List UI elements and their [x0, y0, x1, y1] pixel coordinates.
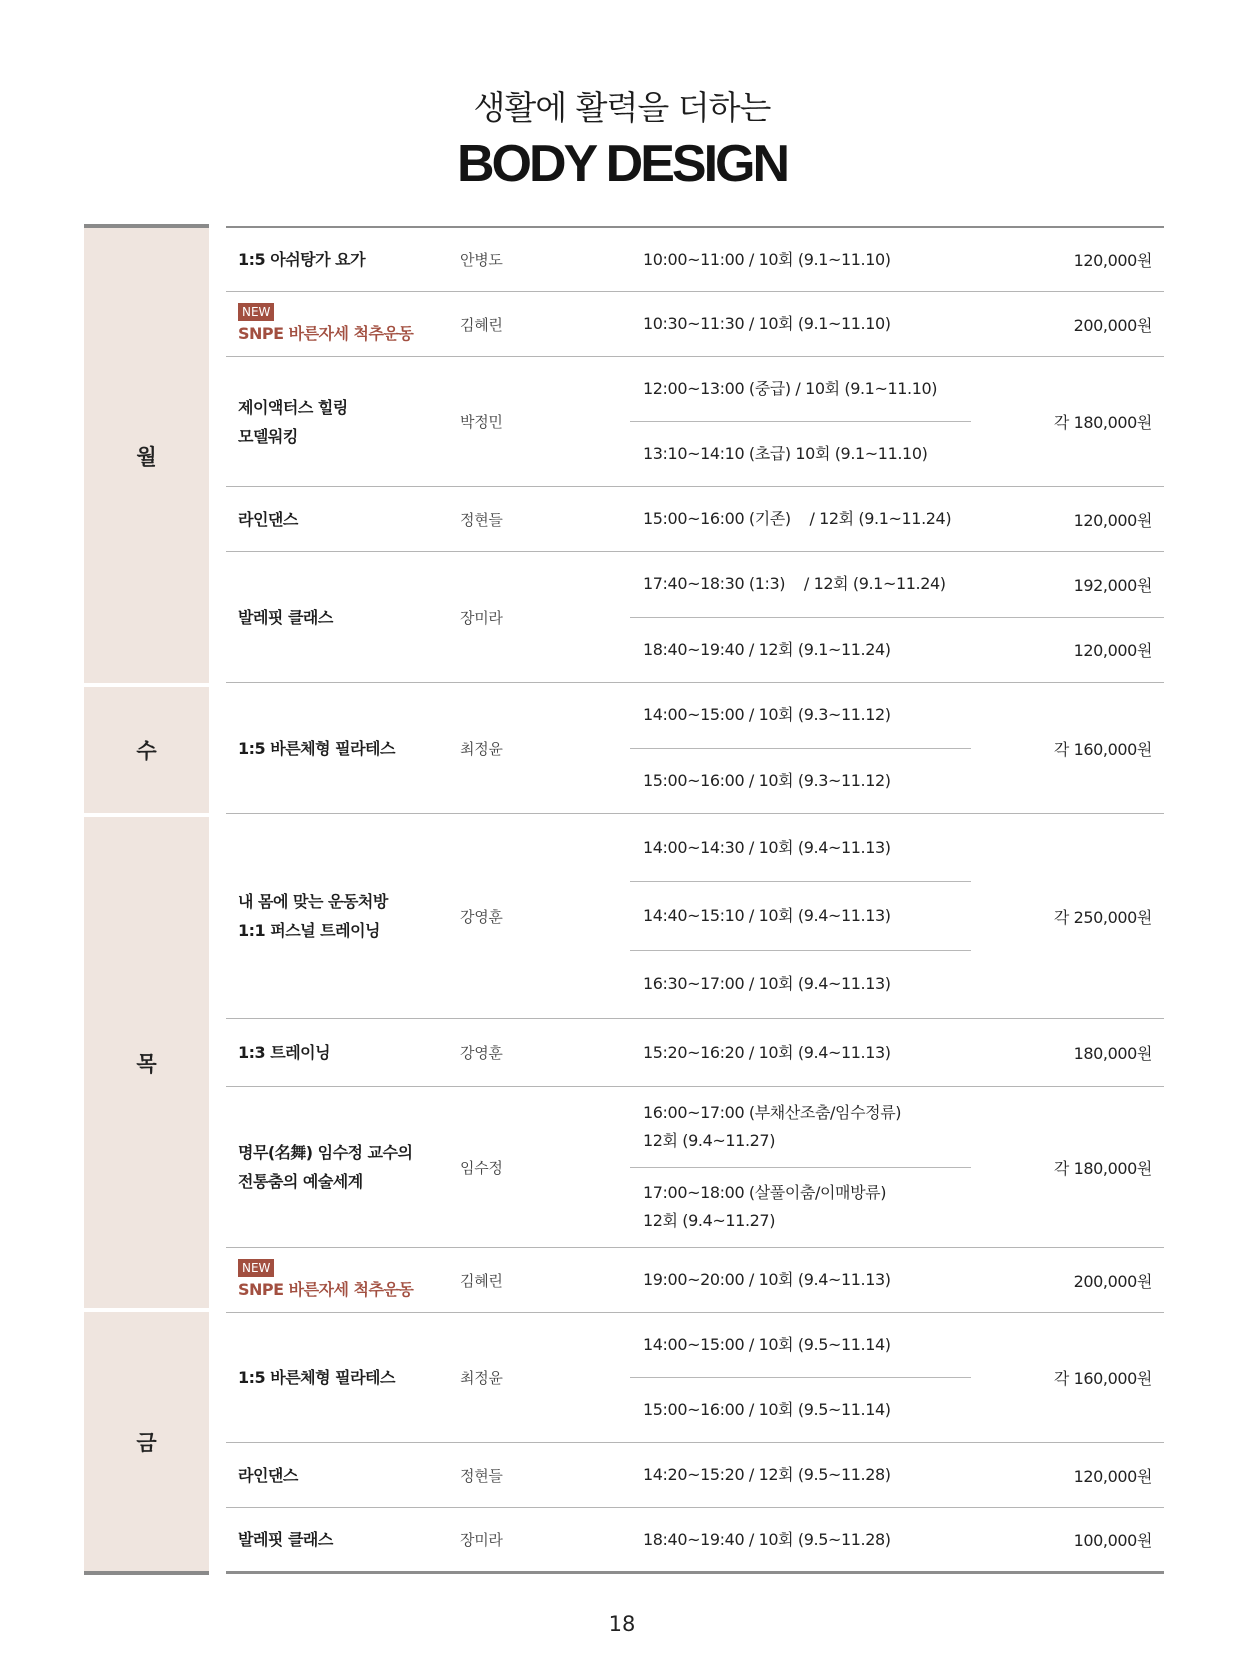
price: 각 180,000원	[1053, 1158, 1152, 1178]
class-name-line: 제이액터스 힐링	[238, 397, 348, 417]
instructor-name: 정현들	[460, 1466, 503, 1485]
instructor-name: 박정민	[460, 413, 503, 431]
table-row	[226, 1443, 1164, 1508]
time-slots	[630, 487, 971, 551]
price: 각 160,000원	[1053, 1369, 1152, 1388]
time-slots	[630, 357, 971, 486]
price: 120,000원	[1073, 510, 1152, 530]
time-slot: 18:40~19:40 / 12회 (9.1~11.24)	[643, 639, 891, 659]
day-friday-label: 금	[136, 1430, 157, 1455]
time-slot: 15:00~16:00 / 10회 (9.5~11.14)	[643, 1400, 891, 1419]
class-name: 발레핏 클래스	[238, 1530, 333, 1549]
table-row	[226, 1313, 1164, 1443]
price: 각 180,000원	[1053, 413, 1152, 432]
instructor-name: 강영훈	[460, 1044, 503, 1062]
table-row	[226, 1019, 1164, 1087]
time-slot: 14:00~14:30 / 10회 (9.4~11.13)	[630, 814, 971, 882]
page-number: 18	[608, 1612, 636, 1636]
price: 각 250,000원	[1053, 907, 1152, 927]
class-name: 1:5 아쉬탕가 요가	[238, 250, 366, 269]
time-slot	[630, 1087, 971, 1168]
time-slot: 15:20~16:20 / 10회 (9.4~11.13)	[643, 1042, 891, 1062]
class-name: SNPE 바른자세 척추운동	[238, 324, 414, 343]
time-slot: 19:00~20:00 / 10회 (9.4~11.13)	[643, 1270, 891, 1289]
table-row	[226, 1248, 1164, 1313]
page-title: BODY DESIGN	[456, 135, 788, 193]
class-name: 1:5 바른체형 필라테스	[238, 738, 395, 758]
time-slots	[630, 814, 971, 1018]
instructor-name: 임수정	[460, 1158, 503, 1177]
time-slot: 13:10~14:10 (초급) 10회 (9.1~11.10)	[643, 444, 928, 463]
time-slots	[630, 1313, 971, 1442]
price: 120,000원	[1073, 251, 1152, 270]
time-slot: 16:30~17:00 / 10회 (9.4~11.13)	[643, 974, 891, 994]
table-row	[226, 292, 1164, 357]
price: 192,000원	[1073, 576, 1152, 595]
time-slots	[630, 228, 971, 291]
time-slot: 14:20~15:20 / 12회 (9.5~11.28)	[643, 1465, 891, 1484]
time-slots	[630, 1508, 971, 1571]
class-name: 라인댄스	[238, 509, 298, 529]
time-slot: 15:00~16:00 / 10회 (9.3~11.12)	[643, 770, 891, 790]
instructor-name: 장미라	[460, 1531, 503, 1549]
price: 각 160,000원	[1053, 739, 1152, 759]
time-slot	[630, 1168, 971, 1248]
class-name: 라인댄스	[238, 1465, 298, 1485]
instructor-name: 최정윤	[460, 739, 503, 758]
price: 100,000원	[1073, 1531, 1152, 1550]
time-slot-line: 16:00~17:00 (부채산조춤/임수정류)	[643, 1102, 902, 1122]
time-slots	[630, 1443, 971, 1507]
instructor-name: 김혜린	[460, 1271, 503, 1290]
day-monday	[84, 228, 209, 683]
time-slots	[630, 292, 971, 356]
class-name: 발레핏 클래스	[238, 607, 333, 627]
time-slots	[630, 1248, 971, 1312]
time-slot: 15:00~16:00 (기존) / 12회 (9.1~11.24)	[643, 509, 952, 528]
new-badge: NEW	[238, 303, 274, 321]
class-name-line: 모델워킹	[238, 426, 298, 446]
day-thursday-label: 목	[136, 1051, 157, 1076]
day-column-bottom-rule	[84, 1571, 209, 1575]
page-header	[0, 86, 1244, 194]
instructor-name: 김혜린	[460, 315, 503, 334]
time-slots	[630, 1019, 971, 1086]
instructor-name: 장미라	[460, 608, 503, 627]
table-bottom-rule	[226, 1571, 1164, 1574]
day-wednesday-label: 수	[136, 739, 157, 763]
class-name-line: 1:1 퍼스널 트레이닝	[238, 921, 380, 940]
instructor-name: 정현들	[460, 510, 503, 529]
table-row	[226, 357, 1164, 487]
class-name-line: 전통춤의 예술세계	[238, 1172, 363, 1191]
time-slots	[630, 683, 971, 813]
time-slot: 17:40~18:30 (1:3) / 12회 (9.1~11.24)	[630, 552, 971, 618]
price: 200,000원	[1073, 1271, 1152, 1291]
time-slot: 14:00~15:00 / 10회 (9.3~11.12)	[630, 683, 971, 749]
time-slots	[630, 1087, 971, 1247]
time-slot-line: 12회 (9.4~11.27)	[643, 1130, 776, 1150]
instructor-name: 최정윤	[460, 1369, 503, 1387]
class-name: 1:5 바른체형 필라테스	[238, 1368, 395, 1387]
table-row	[226, 814, 1164, 1019]
class-name-line: 명무(名舞) 임수정 교수의	[238, 1143, 413, 1162]
day-thursday	[84, 817, 209, 1308]
price: 200,000원	[1073, 315, 1152, 335]
time-slot-line: 12회 (9.4~11.27)	[643, 1211, 776, 1231]
class-name-cell	[238, 292, 438, 356]
price: 180,000원	[1073, 1044, 1152, 1063]
time-slot: 14:40~15:10 / 10회 (9.4~11.13)	[630, 882, 971, 950]
instructor-name: 강영훈	[460, 907, 503, 926]
time-slot: 10:30~11:30 / 10회 (9.1~11.10)	[643, 314, 891, 333]
new-badge: NEW	[238, 1259, 274, 1277]
day-monday-label: 월	[136, 444, 157, 469]
price: 120,000원	[1073, 641, 1152, 660]
table-row	[226, 1087, 1164, 1248]
class-name-line: 내 몸에 맞는 운동처방	[238, 892, 388, 911]
table-row	[226, 228, 1164, 292]
price-list	[1074, 552, 1152, 682]
day-friday	[84, 1312, 209, 1571]
time-slot-line: 17:00~18:00 (살풀이춤/이매방류)	[643, 1183, 887, 1203]
instructor-name: 안병도	[460, 251, 503, 269]
time-slot: 18:40~19:40 / 10회 (9.5~11.28)	[643, 1529, 891, 1549]
class-name-cell	[238, 1248, 438, 1312]
time-slot: 10:00~11:00 / 10회 (9.1~11.10)	[643, 249, 891, 269]
class-name-cell	[238, 357, 438, 486]
day-wednesday	[84, 687, 209, 813]
class-name-cell	[238, 1087, 438, 1247]
price: 120,000원	[1073, 1466, 1152, 1486]
table-row	[226, 552, 1164, 683]
page-subtitle: 생활에 활력을 더하는	[473, 88, 771, 127]
table-row	[226, 683, 1164, 814]
class-name: 1:3 트레이닝	[238, 1043, 331, 1062]
time-slot: 12:00~13:00 (중급) / 10회 (9.1~11.10)	[630, 357, 971, 422]
table-row	[226, 1508, 1164, 1571]
table-row	[226, 487, 1164, 552]
time-slot: 14:00~15:00 / 10회 (9.5~11.14)	[630, 1313, 971, 1378]
class-name: SNPE 바른자세 척추운동	[238, 1280, 414, 1299]
class-name-cell	[238, 814, 438, 1018]
